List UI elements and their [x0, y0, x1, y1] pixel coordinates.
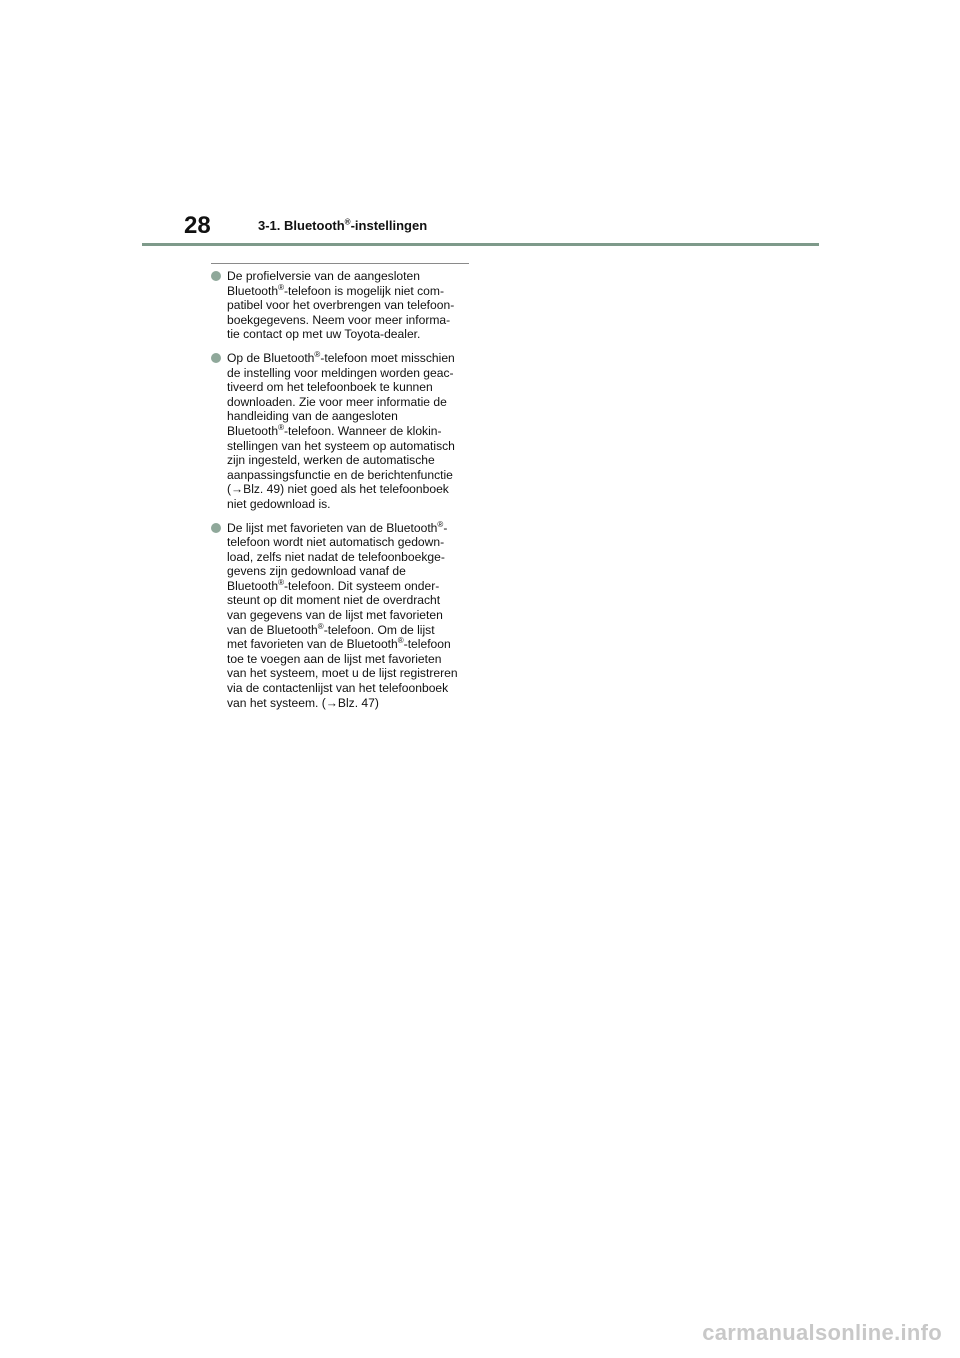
page-number: 28	[184, 212, 211, 239]
note-line: aanpassingsfunctie en de berichtenfunctie	[227, 467, 453, 482]
note-item	[211, 521, 469, 711]
registered-mark: ®	[344, 217, 351, 227]
note-line: gevens zijn gedownload vanaf de	[227, 564, 406, 579]
note-line: telefoon wordt niet automatisch gedown-	[227, 535, 445, 550]
note-line: tiveerd om het telefoonboek te kunnen	[227, 380, 433, 395]
section-title-suffix: -instellingen	[350, 218, 428, 233]
note-line: patibel voor het overbrengen van telefoon-	[227, 298, 455, 313]
notes-section	[211, 263, 469, 719]
note-line: van gegevens van de lijst met favorieten	[227, 608, 443, 623]
note-line: Op de Bluetooth®-telefoon moet misschien	[227, 349, 455, 365]
note-line: stellingen van het systeem op automatisch	[227, 438, 455, 453]
note-line: handleiding van de aangesloten	[227, 409, 398, 424]
note-line: zijn ingesteld, werken de automatische	[227, 453, 435, 468]
note-line: load, zelfs niet nadat de telefoonboekge-	[227, 549, 445, 564]
note-line: toe te voegen aan de lijst met favorieten	[227, 651, 442, 666]
note-line: de instelling voor meldingen worden geac-	[227, 365, 454, 380]
note-line: Bluetooth®-telefoon is mogelijk niet com-	[227, 282, 444, 298]
bullet-icon	[211, 523, 221, 533]
note-item	[211, 269, 469, 342]
note-line: tie contact op met uw Toyota-dealer.	[227, 327, 421, 342]
note-line: boekgegevens. Neem voor meer informa-	[227, 312, 451, 327]
note-line: van de Bluetooth®-telefoon. Om de lijst	[227, 621, 435, 637]
note-item	[211, 351, 469, 512]
note-line: Bluetooth®-telefoon. Wanneer de klokin-	[227, 422, 442, 438]
note-line: Bluetooth®-telefoon. Dit systeem onder-	[227, 577, 440, 593]
note-line: downloaden. Zie voor meer informatie de	[227, 394, 447, 409]
note-line: niet gedownload is.	[227, 496, 331, 511]
notes-list	[211, 269, 469, 710]
note-line: De lijst met favorieten van de Bluetooth®-	[227, 519, 448, 535]
note-line: van het systeem. (→Blz. 47)	[227, 695, 379, 710]
bullet-icon	[211, 353, 221, 363]
notes-divider	[211, 263, 469, 264]
note-line: met favorieten van de Bluetooth®-telefoon	[227, 636, 451, 652]
note-line: (→Blz. 49) niet goed als het telefoonboek	[227, 482, 449, 497]
watermark: carmanualsonline.info	[702, 1320, 942, 1345]
note-line: De profielversie van de aangesloten	[227, 269, 420, 283]
note-line: via de contactenlijst van het telefoonboek	[227, 681, 449, 696]
bullet-icon	[211, 271, 221, 281]
note-line: steunt op dit moment niet de overdracht	[227, 593, 441, 608]
header-divider	[142, 243, 819, 246]
note-line: van het systeem, moet u de lijst registreren	[227, 666, 458, 681]
section-title-prefix: 3-1. Bluetooth	[258, 218, 345, 233]
section-title	[258, 218, 427, 234]
